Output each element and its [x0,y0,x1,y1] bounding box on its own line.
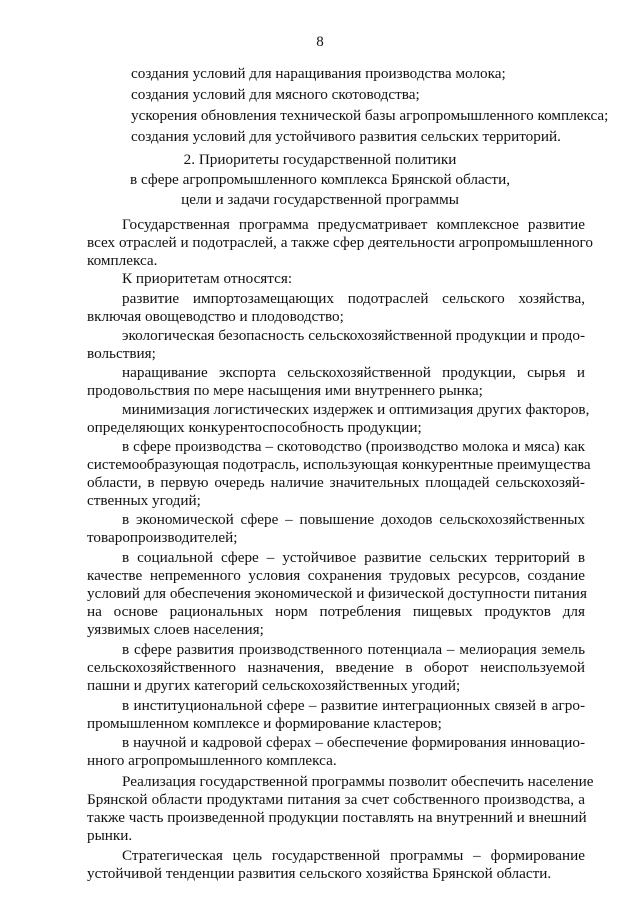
intro-item: ускорения обновления технической базы агропромышленного комплекса; [131,107,609,124]
body-line: определяющих конкурентоспособность продукции; [87,419,422,436]
body-line: товаропроизводителей; [87,529,238,546]
body-line: уязвимых слоев населения; [87,621,264,638]
body-line: продовольствия по мере насыщения ими внутреннего рынка; [87,382,483,399]
body-line: Государственная программа предусматривает комплексное развитие [122,216,585,233]
section-heading-line: цели и задачи государственной программы [181,191,459,208]
body-line: минимизация логистических издержек и оптимизация других факторов, [122,401,590,418]
intro-item: создания условий для наращивания производства молока; [131,65,506,82]
body-line: в институциональной сфере – развитие интеграционных связей в агро- [122,697,585,714]
body-line: на основе рациональных норм потребления пищевых продуктов для [87,603,585,620]
body-line: пашни и других категорий сельскохозяйственных угодий; [87,677,461,694]
body-line: комплекса. [87,252,158,269]
body-line: сельскохозяйственного назначения, введение в оборот неиспользуемой [87,659,585,676]
section-heading-line: в сфере агропромышленного комплекса Брянской области, [129,171,510,188]
body-line: развитие импортозамещающих подотраслей сельского хозяйства, [122,290,585,307]
page-number: 8 [316,34,324,50]
body-line: в научной и кадровой сферах – обеспечение формирования инновацио- [122,734,585,751]
body-line: рынки. [87,827,133,844]
body-line: также часть произведенной продукции поставлять на внутренний и внешний [87,809,587,826]
body-line: области, в первую очередь наличие значительных площадей сельскохозяй- [87,474,585,491]
body-line: нного агропромышленного комплекса. [87,752,337,769]
body-line: Брянской области продуктами питания за счет собственного производства, а [87,791,585,808]
section-heading-line: 2. Приоритеты государственной политики [183,151,457,168]
body-line: качестве непременного условия сохранения трудовых ресурсов, создание [87,567,585,584]
body-line: в социальной сфере – устойчивое развитие сельских территорий в [122,549,585,566]
body-line: Стратегическая цель государственной программы – формирование [122,847,585,864]
body-line: наращивание экспорта сельскохозяйственной продукции, сырья и [122,364,585,381]
body-line: К приоритетам относятся: [122,270,293,287]
body-line: в экономической сфере – повышение доходов сельскохозяйственных [122,511,585,528]
body-line: условий для обеспечения экономической и физической доступности питания [87,585,587,602]
body-line: системообразующая подотрасль, использующая конкурентные преимущества [87,456,591,473]
body-line: ственных угодий; [87,492,201,509]
body-line: экологическая безопасность сельскохозяйственной продукции и продо- [122,327,585,344]
intro-item: создания условий для мясного скотоводства; [131,86,420,103]
body-line: в сфере производства – скотоводство (производство молока и мяса) как [122,438,585,455]
body-line: устойчивой тенденции развития сельского хозяйства Брянской области. [87,865,552,882]
body-line: в сфере развития производственного потенциала – мелиорация земель [122,641,585,658]
body-line: промышленном комплексе и формирование кластеров; [87,715,442,732]
body-line: вольствия; [87,345,156,362]
intro-item: создания условий для устойчивого развития сельских территорий. [131,128,561,145]
body-line: включая овощеводство и плодоводство; [87,308,344,325]
body-line: Реализация государственной программы позволит обеспечить население [122,773,594,790]
body-line: всех отраслей и подотраслей, а также сфер деятельности агропромышленного [87,234,593,251]
